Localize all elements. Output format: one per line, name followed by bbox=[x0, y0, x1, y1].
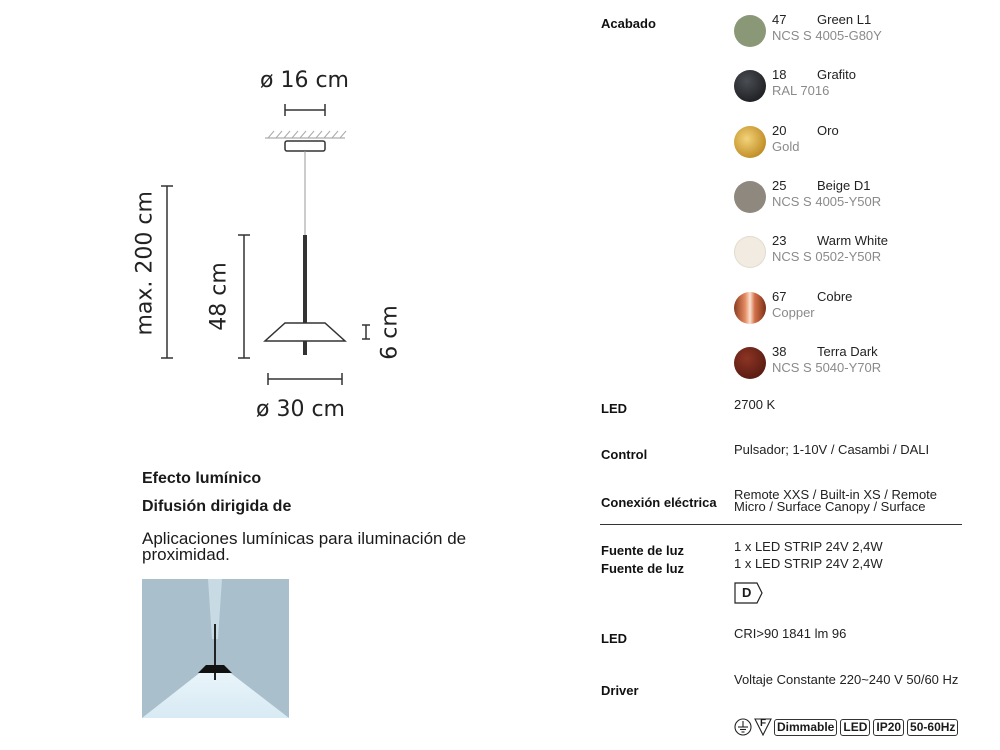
badge-frequency: 50-60Hz bbox=[907, 719, 958, 736]
control-value: Pulsador; 1-10V / Casambi / DALI bbox=[734, 442, 930, 457]
fuente-value-2: 1 x LED STRIP 24V 2,4W bbox=[734, 556, 883, 571]
finish-code: 18 bbox=[772, 67, 787, 83]
finish-code: 23 bbox=[772, 233, 787, 249]
badge-ip20: IP20 bbox=[873, 719, 904, 736]
conexion-label: Conexión eléctrica bbox=[601, 495, 717, 510]
finish-subtitle: Copper bbox=[772, 304, 815, 320]
control-label: Control bbox=[601, 447, 648, 462]
fuente-label-1: Fuente de luz bbox=[601, 543, 685, 558]
finish-swatch bbox=[734, 181, 766, 213]
led-label: LED bbox=[601, 401, 627, 416]
badge-led: LED bbox=[840, 719, 870, 736]
finish-swatch bbox=[734, 236, 766, 268]
driver-label: Driver bbox=[601, 683, 639, 698]
finish-name: Terra Dark bbox=[817, 343, 878, 359]
body-height-label: 48 cm bbox=[206, 262, 232, 331]
finish-swatch bbox=[734, 15, 766, 47]
finish-swatch bbox=[734, 70, 766, 102]
finish-label: Acabado bbox=[601, 16, 656, 31]
effect-subtitle: Difusión dirigida de bbox=[142, 498, 292, 515]
max-height-label: max. 200 cm bbox=[132, 191, 158, 336]
led-value: 2700 K bbox=[734, 397, 776, 412]
fuente-label-2: Fuente de luz bbox=[601, 561, 685, 576]
finish-swatch bbox=[734, 126, 766, 158]
top-diameter-label: ø 16 cm bbox=[260, 68, 349, 93]
shade-height-label: 6 cm bbox=[377, 305, 403, 360]
finish-name: Oro bbox=[817, 122, 839, 138]
finish-subtitle: NCS S 4005-G80Y bbox=[772, 28, 882, 43]
finish-subtitle: Gold bbox=[772, 138, 800, 154]
finish-swatch bbox=[734, 347, 766, 379]
energy-class-letter: D bbox=[742, 585, 752, 600]
finish-name: Grafito bbox=[817, 67, 857, 83]
led2-label: LED bbox=[601, 631, 627, 646]
ground-symbol-icon bbox=[734, 718, 752, 736]
section-divider bbox=[600, 524, 962, 525]
finish-subtitle: RAL 7016 bbox=[772, 83, 830, 99]
finish-subtitle: NCS S 5040-Y70R bbox=[772, 359, 882, 375]
led2-value: CRI>90 1841 lm 96 bbox=[734, 626, 847, 641]
finish-name: Warm White bbox=[817, 233, 889, 249]
finish-code: 67 bbox=[772, 288, 787, 304]
finish-code: 38 bbox=[772, 343, 787, 359]
fuente-value-1: 1 x LED STRIP 24V 2,4W bbox=[734, 539, 883, 554]
finish-code: 20 bbox=[772, 122, 787, 138]
certification-row bbox=[734, 718, 959, 736]
finish-code: 25 bbox=[772, 177, 787, 193]
f-mark-letter: F bbox=[760, 718, 767, 729]
finish-subtitle: NCS S 4005-Y50R bbox=[772, 193, 882, 209]
finish-name: Beige D1 bbox=[817, 177, 871, 193]
conexion-value: Remote XXS / Built-in XS / Remote Micro / Surface Canopy / Surface bbox=[734, 487, 938, 514]
light-effect-illustration bbox=[142, 579, 289, 718]
effect-title: Efecto lumínico bbox=[142, 470, 262, 487]
finish-subtitle: NCS S 0502-Y50R bbox=[772, 249, 882, 265]
technical-drawing bbox=[120, 95, 380, 395]
shade-diameter-label: ø 30 cm bbox=[256, 397, 345, 422]
driver-value: Voltaje Constante 220~240 V 50/60 Hz bbox=[734, 672, 959, 687]
finish-name: Green L1 bbox=[817, 12, 872, 27]
finish-code: 47 bbox=[772, 12, 787, 27]
badge-dimmable: Dimmable bbox=[774, 719, 837, 736]
applications-text: Aplicaciones lumínicas para iluminación de proximidad. bbox=[142, 529, 467, 564]
finish-swatch bbox=[734, 292, 766, 324]
finish-name: Cobre bbox=[817, 288, 853, 304]
f-mark-icon bbox=[754, 718, 772, 736]
